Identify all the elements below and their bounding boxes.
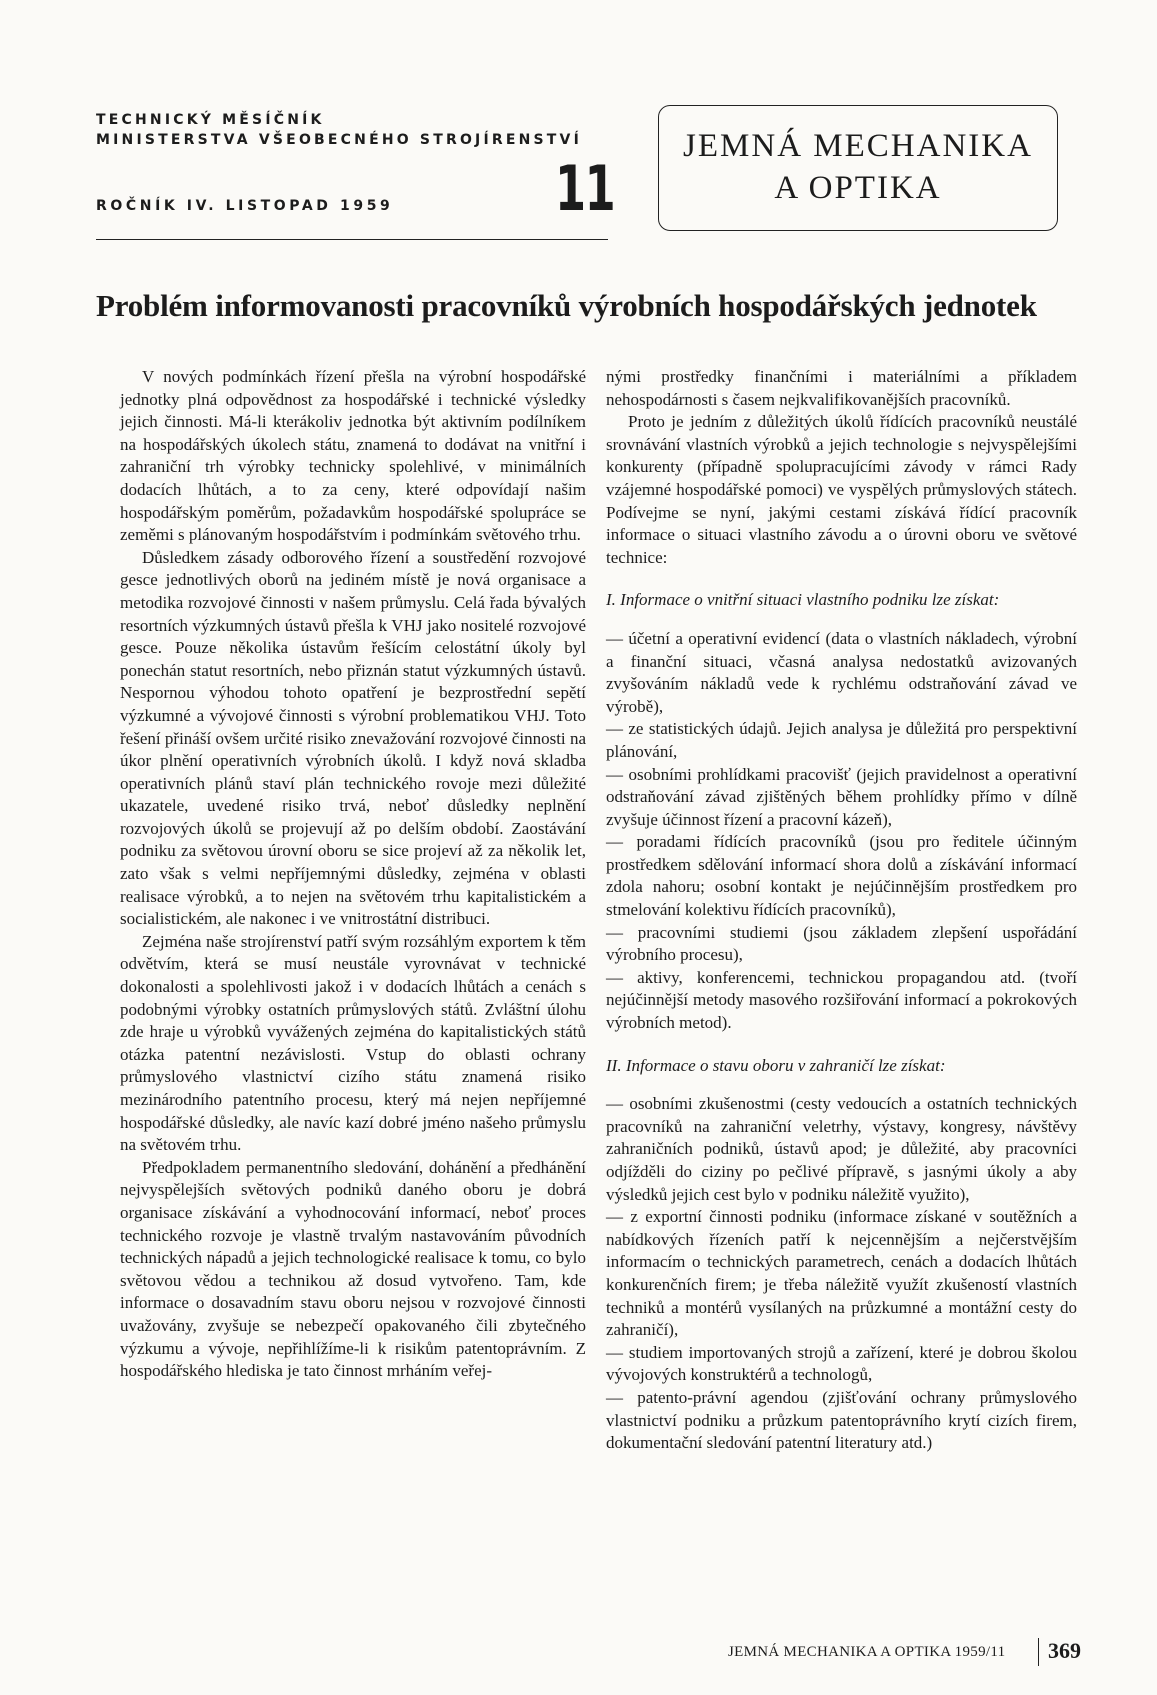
list-item: — aktivy, konferencemi, technickou propagandou atd. (tvoří nejúčinnější metody masového rozšiřování informací a pokrokových výrobních metod). (606, 967, 1077, 1033)
paragraph: nými prostředky finančními i materiálními a příkladem nehospodárnosti s časem nejkvalifikovanějších pracovníků. (606, 367, 1077, 409)
masthead (96, 110, 582, 216)
list-item: — účetní a operativní evidencí (data o vlastních nákladech, výrobní a finanční situaci, včasná analysa nedostatků avizovaných zvyšováním nákladů vede k rychlému odstraňování závad ve výrobě), (606, 628, 1077, 716)
article-title: Problém informovanosti pracovníků výrobních hospodářských jednotek (96, 288, 1037, 323)
list-item: — patento-právní agendou (zjišťování ochrany průmyslového vlastnictví podniku a průzkum patentoprávního krytí cizích firem, dokumentační sledování patentní literatury atd.) (606, 1387, 1077, 1453)
left-column (120, 366, 586, 1383)
paragraph: V nových podmínkách řízení přešla na výrobní hospodářské jednotky plná odpovědnost za hospodářské i technické výsledky jejich činnosti. Má-li kterákoliv jednotka být aktivním podílníkem na hospodářských úkolech státu, znamená to dodávat na vnitřní i zahraniční trh výrobky technicky spolehlivé, v minimálních dodacích lhůtách, a to za ceny, které odpovídají našim hospodářským poměrům, požadavkům hospodářské spolupráce se zeměmi s plánovaným hospodářstvím i podmínkám světového trhu. (120, 367, 586, 545)
list-item: — studiem importovaných strojů a zařízení, které je dobrou školou vývojových konstruktérů a technologů, (606, 1342, 1077, 1385)
paragraph: Zejména naše strojírenství patří svým rozsáhlým exportem k těm odvětvím, která se musí neustále vyrovnávat v technické dokonalosti a spolehlivosti jakož i v dodacích lhůtách a cenách s podobnými výrobky ostatních průmyslových států. Zvláštní úlohu zde hraje u výrobků vyvážených zejména do kapitalistických států otázka patentní nezávislosti. Vstup do oblasti ochrany průmyslového vlastnictví cizího státu znamená risiko mezinárodního patentního procesu, který má nejen nepříjemné hospodářské důsledky, ale navíc kazí dobré jméno našeho průmyslu na světovém trhu. (120, 931, 586, 1155)
list-item: — ze statistických údajů. Jejich analysa je důležitá pro perspektivní plánování, (606, 719, 1077, 761)
section-heading-1: I. Informace o vnitřní situaci vlastního podniku lze získat: (606, 590, 1000, 610)
masthead-line-2: MINISTERSTVA VŠEOBECNÉHO STROJÍRENSTVÍ (96, 132, 583, 148)
list-item: — poradami řídících pracovníků (jsou pro ředitele účinným prostředkem sdělování informací shora dolů a získávání informací zdola nahoru; osobní kontakt je nejúčinnějším prostředkem pro stmelování kolektivu řídících pracovníků), (606, 832, 1077, 920)
page-number: 369 (1048, 1638, 1081, 1663)
footer-divider (1038, 1638, 1039, 1666)
volume-date-line: ROČNÍK IV. LISTOPAD 1959 (96, 198, 394, 214)
list-item: — z exportní činnosti podniku (informace získané v soutěžních a nabídkových řízeních patří k nejcennějším a nejčerstvějším informacím o technických parametrech, cenách a dodacích lhůtách konkurenčních firem; je třeba náležitě využít zkušeností vlastních techniků a montérů vysílaných na průzkumné a montážní cesty do zahraničí), (606, 1207, 1077, 1340)
right-column (606, 366, 1077, 1455)
masthead-rule (96, 239, 608, 240)
footer-journal-name: JEMNÁ MECHANIKA A OPTIKA 1959/11 (728, 1644, 1006, 1660)
paragraph: Důsledkem zásady odborového řízení a soustředění rozvojové gesce jednotlivých oborů na jediném místě je nová organisace a metodika rozvojové činnosti v našem průmyslu. Celá řada bývalých resortních výzkumných ústavů přešla k VHJ jako nositelé rozvojové gesce. Pouze několika ústavům řešícím celostátní úkoly byl ponechán statut resortních, nebo přiznán statut výzkumných ústavů. Nespornou výhodou tohoto opatření je bezprostřední sepětí výzkumné a vývojové činnosti s výrobní problematikou VHJ. Toto řešení přináší ovšem určité risiko znevažování rozvojové činnosti na úkor plnění operativních výrobních úkolů. I když nová skladba operativních plánů staví plán technického rovoje mezi důležité ukazatele, uvedené risiko trvá, neboť důsledky neplnění rozvojových úkolů se projevují až po delším období. Zaostávání podniku za světovou úrovní oboru se sice projeví až za několik let, zato však s velmi nepříjemnými důsledky, zejména v oblasti realisace výrobků, a to nejen na světovém trhu kapitalistickém a socialistickém, ale nakonec i ve vnitrostátní distribuci. (120, 547, 586, 929)
masthead-line-1: TECHNICKÝ MĚSÍČNÍK (96, 112, 325, 128)
section-heading-2: II. Informace o stavu oboru v zahraničí lze získat: (606, 1055, 946, 1075)
journal-title-line-2: A OPTIKA (774, 170, 942, 206)
list-item: — pracovními studiemi (jsou základem zlepšení uspořádání výrobního procesu), (606, 922, 1077, 965)
page-footer (0, 1638, 1157, 1668)
journal-title-line-1: JEMNÁ MECHANIKA (683, 128, 1033, 164)
list-item: — osobními prohlídkami pracovišť (jejich pravidelnost a operativní odstraňování závad zjištěných během prohlídky přímo v dílně zvyšuje účinnost řízení a pracovní kázeň), (606, 764, 1077, 829)
paragraph: Proto je jedním z důležitých úkolů řídících pracovníků neustálé srovnávání vlastních výrobků a jejich technologie s nejvyspělejšími konkurenty (případně spolupracujícími závody v rámci Rady vzájemné hospodářské pomoci) ve vyspělých průmyslových státech. Podívejme se nyní, jakými cestami získává řídící pracovník informace o situaci vlastního závodu a o úrovni oboru ve světové technice: (606, 412, 1077, 567)
journal-title-box (658, 105, 1058, 231)
list-item: — osobními zkušenostmi (cesty vedoucích a ostatních technických pracovníků na zahraniční veletrhy, výstavy, kongresy, návštěvy zahraničních podniků, ústavů apod; je důležité, aby pracovníci odjížděli do ciziny po pečlivé přípravě, s jasnými úkoly a aby výsledků jejich cest bylo v podniku náležitě využito), (606, 1094, 1077, 1204)
issue-number: 11 (555, 152, 615, 225)
paragraph: Předpokladem permanentního sledování, dohánění a předhánění nejvyspělejších světových podniků daného oboru je dobrá organisace získávání a vyhodnocování informací, neboť proces technického rozvoje je vlastně trvalým nastavováním původních technických nápadů a jejich technologické realisace k tomu, co bylo světovou vědou a technikou až dosud vytvořeno. Tam, kde informace o dosavadním stavu oboru nejsou v rozvojové činnosti uvažovány, zvyšuje se nebezpečí opakovaného čili zbytečného výzkumu a vývoje, nepřihlížíme-li k risikům patentoprávním. Z hospodářského hlediska je tato činnost mrháním veřej- (120, 1157, 586, 1381)
